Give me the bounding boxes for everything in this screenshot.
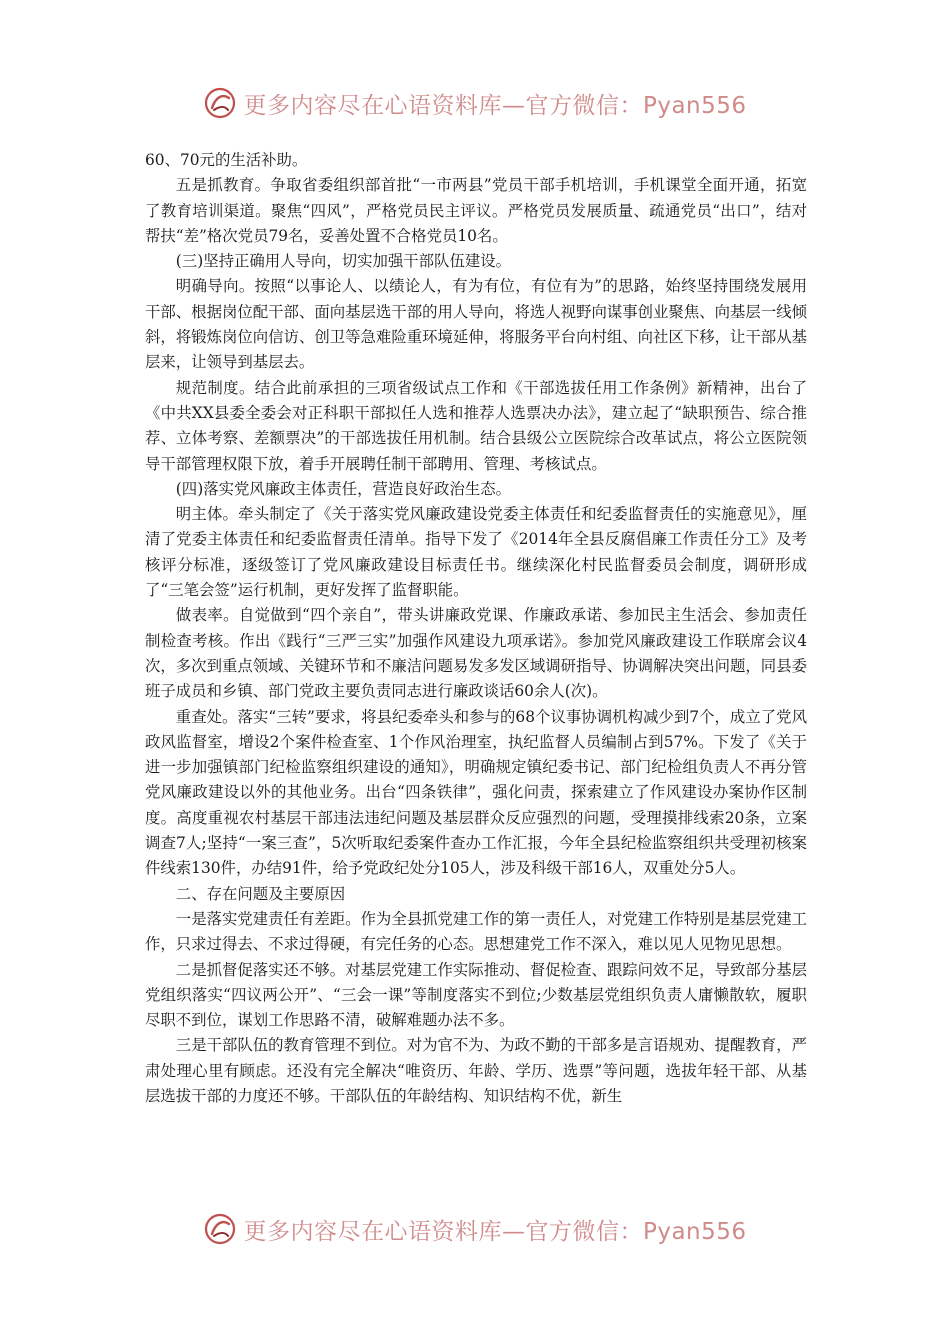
section-heading: (三)坚持正确用人导向，切实加强干部队伍建设。 bbox=[175, 252, 512, 271]
xinyu-logo-icon bbox=[203, 1212, 237, 1246]
paragraph: 五是抓教育。争取省委组织部首批“一市两县”党员干部手机培训，手机课堂全面开通，拓宽了教育培训渠道。聚焦“四风”，严格党员民主评议。严格党员发展质量、疏通党员“出口”，结对帮扶“差”格次党员79名，妥善处置不合格党员10名。 bbox=[145, 176, 807, 245]
section-heading: 二、存在问题及主要原因 bbox=[175, 884, 346, 903]
paragraph: 明确导向。按照“以事论人、以绩论人，有为有位，有位有为”的思路，始终坚持围绕发展用干部、根据岗位配干部、面向基层选干部的用人导向，将选人视野向谋事创业聚焦、向基层一线倾斜，将锻炼岗位向信访、创卫等急难险重环境延伸，将服务平台向村组、向社区下移，让干部从基层来，让领导到基层去。 bbox=[145, 277, 807, 372]
paragraph: 明主体。牵头制定了《关于落实党风廉政建设党委主体责任和纪委监督责任的实施意见》，厘清了党委主体责任和纪委监督责任清单。指导下发了《2014年全县反腐倡廉工作责任分工》及考核评分标准，逐级签订了党风廉政建设目标责任书。继续深化村民监督委员会制度，调研形成了“三笔会签”运行机制，更好发挥了监督职能。 bbox=[145, 505, 807, 600]
paragraph: 规范制度。结合此前承担的三项省级试点工作和《干部选拔任用工作条例》新精神，出台了《中共XX县委全委会对正科职干部拟任人选和推荐人选票决办法》，建立起了“缺职预告、综合推荐、立体考察、差额票决”的干部选拔任用机制。结合县级公立医院综合改革试点，将公立医院领导干部管理权限下放，着手开展聘任制干部聘用、管理、考核试点。 bbox=[145, 378, 807, 473]
header-watermark bbox=[0, 86, 950, 120]
paragraph: 一是落实党建责任有差距。作为全县抓党建工作的第一责任人，对党建工作特别是基层党建工作，只求过得去、不求过得硬，有完任务的心态。思想建党工作不深入，难以见人见物见思想。 bbox=[145, 909, 807, 954]
paragraph: 三是干部队伍的教育管理不到位。对为官不为、为政不勤的干部多是言语规劝、提醒教育，严肃处理心里有顾虑。还没有完全解决“唯资历、年龄、学历、选票”等问题，选拔年轻干部、从基层选拔干部的力度还不够。干部队伍的年龄结构、知识结构不优，新生 bbox=[145, 1036, 807, 1105]
xinyu-logo-icon bbox=[203, 86, 237, 120]
section-heading: (四)落实党风廉政主体责任，营造良好政治生态。 bbox=[175, 479, 512, 498]
watermark-text: 更多内容尽在心语资料库—官方微信：Pyan556 bbox=[243, 92, 747, 119]
paragraph: 做表率。自觉做到“四个亲自”，带头讲廉政党课、作廉政承诺、参加民主生活会、参加责任制检查考核。作出《践行“三严三实”加强作风建设九项承诺》。参加党风廉政建设工作联席会议4次，多次到重点领域、关键环节和不廉洁问题易发多发区域调研指导、协调解决突出问题，同县委班子成员和乡镇、部门党政主要负责同志进行廉政谈话60余人(次)。 bbox=[145, 606, 807, 701]
watermark-text: 更多内容尽在心语资料库—官方微信：Pyan556 bbox=[243, 1218, 747, 1245]
footer-watermark bbox=[0, 1212, 950, 1246]
document-body bbox=[145, 148, 807, 1109]
paragraph: 60、70元的生活补助。 bbox=[145, 151, 308, 169]
paragraph: 重查处。落实“三转”要求，将县纪委牵头和参与的68个议事协调机构减少到7个，成立了党风政风监督室，增设2个案件检查室、1个作风治理室，执纪监督人员编制占到57%。下发了《关于进一步加强镇部门纪检监察组织建设的通知》，明确规定镇纪委书记、部门纪检组负责人不再分管党风廉政建设以外的其他业务。出台“四条铁律”，强化问责，探索建立了作风建设办案协作区制度。高度重视农村基层干部违法违纪问题及基层群众反应强烈的问题，受理摸排线索20条，立案调查7人;坚持“一案三查”，5次听取纪委案件查办工作汇报，今年全县纪检监察组织共受理初核案件线索130件，办结91件，给予党政纪处分105人，涉及科级干部16人，双重处分5人。 bbox=[145, 707, 807, 878]
paragraph: 二是抓督促落实还不够。对基层党建工作实际推动、督促检查、跟踪问效不足，导致部分基层党组织落实“四议两公开”、“三会一课”等制度落实不到位;少数基层党组织负责人庸懒散软，履职尽职不到位，谋划工作思路不清，破解难题办法不多。 bbox=[145, 960, 807, 1030]
